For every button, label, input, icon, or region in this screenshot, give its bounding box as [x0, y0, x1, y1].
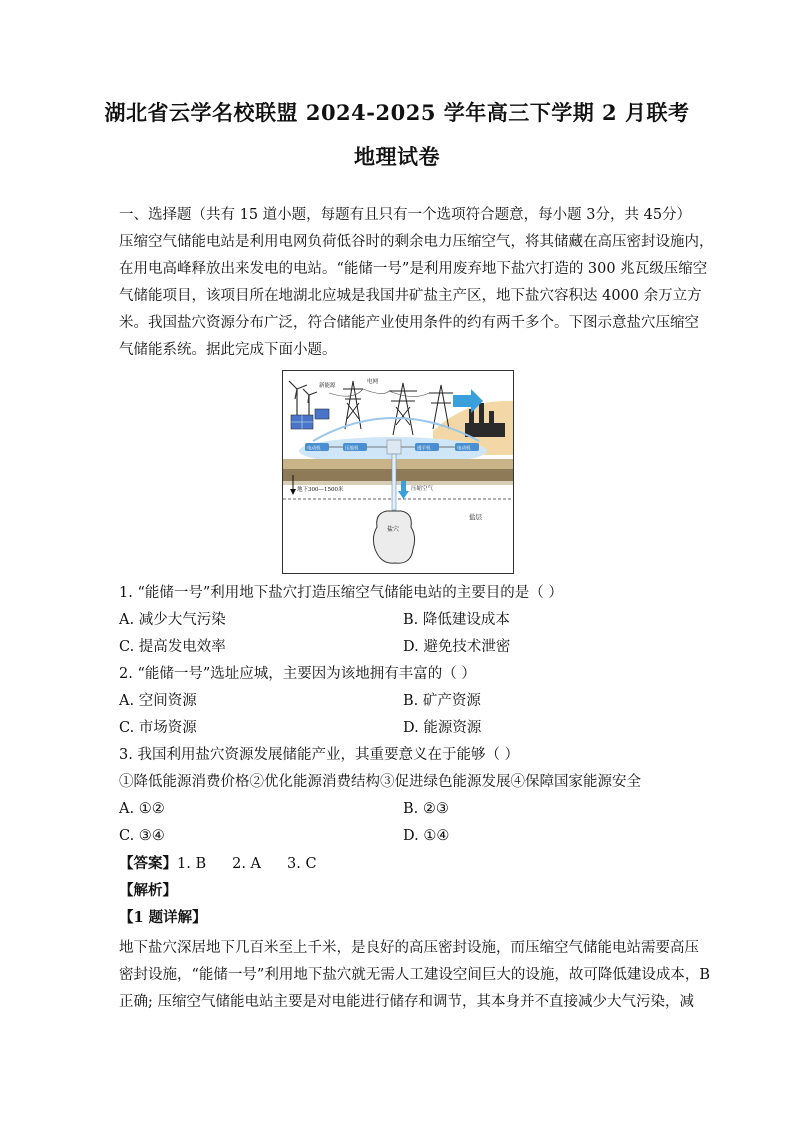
document-subtitle: 地理试卷: [354, 144, 440, 169]
question-3-statements: ①降低能源消费价格②优化能源消费结构③促进绿色能源发展④保障国家能源安全: [119, 774, 641, 790]
detail-line: 地下盐穴深居地下几百米至上千米，是良好的高压密封设施，而压缩空气储能电站需要高压: [119, 940, 699, 956]
intro-line: 压缩空气储能电站是利用电网负荷低谷时的剩余电力压缩空气，将其储藏在高压密封设施内，: [119, 234, 714, 250]
intro-line: 气储能系统。据此完成下面小题。: [119, 342, 337, 358]
detail-line: 密封设施，“能储一号”利用地下盐穴就无需人工建设空间巨大的设施，故可降低建设成本，B: [119, 967, 710, 983]
label-salt-layer: 盐层: [469, 513, 482, 521]
label-salt-cavern: 盐穴: [387, 526, 400, 533]
question-2-option-c: C. 市场资源: [119, 720, 197, 736]
label-turbine: 透平机: [417, 446, 431, 452]
question-3-option-a: A. ①②: [119, 801, 165, 817]
question-2-option-a: A. 空间资源: [119, 693, 197, 709]
question-1-option-c: C. 提高发电效率: [119, 639, 226, 655]
answer-line: [119, 855, 689, 873]
detail-line: 正确; 压缩空气储能电站主要是对电能进行储存和调节，其本身并不直接减少大气污染，减: [119, 994, 694, 1010]
answer-item: 3. C: [287, 856, 317, 872]
salt-cavern-shape: [373, 511, 414, 563]
answer-item: 1. B: [177, 856, 207, 872]
question-2-option-d: D. 能源资源: [403, 720, 482, 736]
question-2-stem: 2. “能储一号”选址应城，主要因为该地拥有丰富的（ ）: [119, 666, 476, 682]
intro-line: 在用电高峰释放出来发电的电站。“能储一号”是利用废弃地下盐穴打造的 300 兆瓦级压缩空: [119, 261, 708, 277]
question-3-option-b: B. ②③: [403, 801, 449, 817]
question-2-option-b: B. 矿产资源: [403, 693, 481, 709]
intro-line: 米。我国盐穴资源分布广泛，符合储能产业使用条件的约有两千多个。下图示意盐穴压缩空: [119, 315, 699, 331]
answer-label: 【答案】: [119, 855, 177, 872]
document-title: 湖北省云学名校联盟 2024-2025 学年高三下学期 2 月联考: [104, 100, 690, 125]
intro-line: 气储能项目，该项目所在地湖北应城是我国井矿盐主产区，地下盐穴容积达 4000 余万立方: [119, 288, 702, 304]
question-3-option-d: D. ①④: [403, 828, 450, 844]
analysis-label: 【解析】: [119, 882, 177, 899]
section-header: 一、选择题（共有 15 道小题，每题有且只有一个选项符合题意，每小题 3分，共 45分）: [119, 207, 692, 223]
question-1-option-b: B. 降低建设成本: [403, 612, 510, 628]
label-new-energy: 新能源: [319, 383, 336, 389]
question-3-stem: 3. 我国利用盐穴资源发展储能产业，其重要意义在于能够（ ）: [119, 747, 520, 763]
detail-label: 【1 题详解】: [119, 909, 207, 926]
question-1-option-d: D. 避免技术泄密: [403, 639, 511, 655]
question-3-option-c: C. ③④: [119, 828, 165, 844]
label-motor-2: 电动机: [457, 446, 471, 452]
label-motor-1: 电动机: [307, 446, 321, 452]
label-depth: 地下300—1500米: [297, 487, 344, 493]
label-compressed-air: 压缩空气: [411, 486, 434, 492]
answer-item: 2. A: [232, 856, 262, 872]
salt-cavern-diagram: [282, 370, 514, 574]
label-grid: 电网: [367, 379, 379, 385]
question-1-stem: 1. “能储一号”利用地下盐穴打造压缩空气储能电站的主要目的是（ ）: [119, 585, 563, 601]
label-compressor: 压缩机: [345, 446, 359, 452]
question-1-option-a: A. 减少大气污染: [119, 612, 226, 628]
